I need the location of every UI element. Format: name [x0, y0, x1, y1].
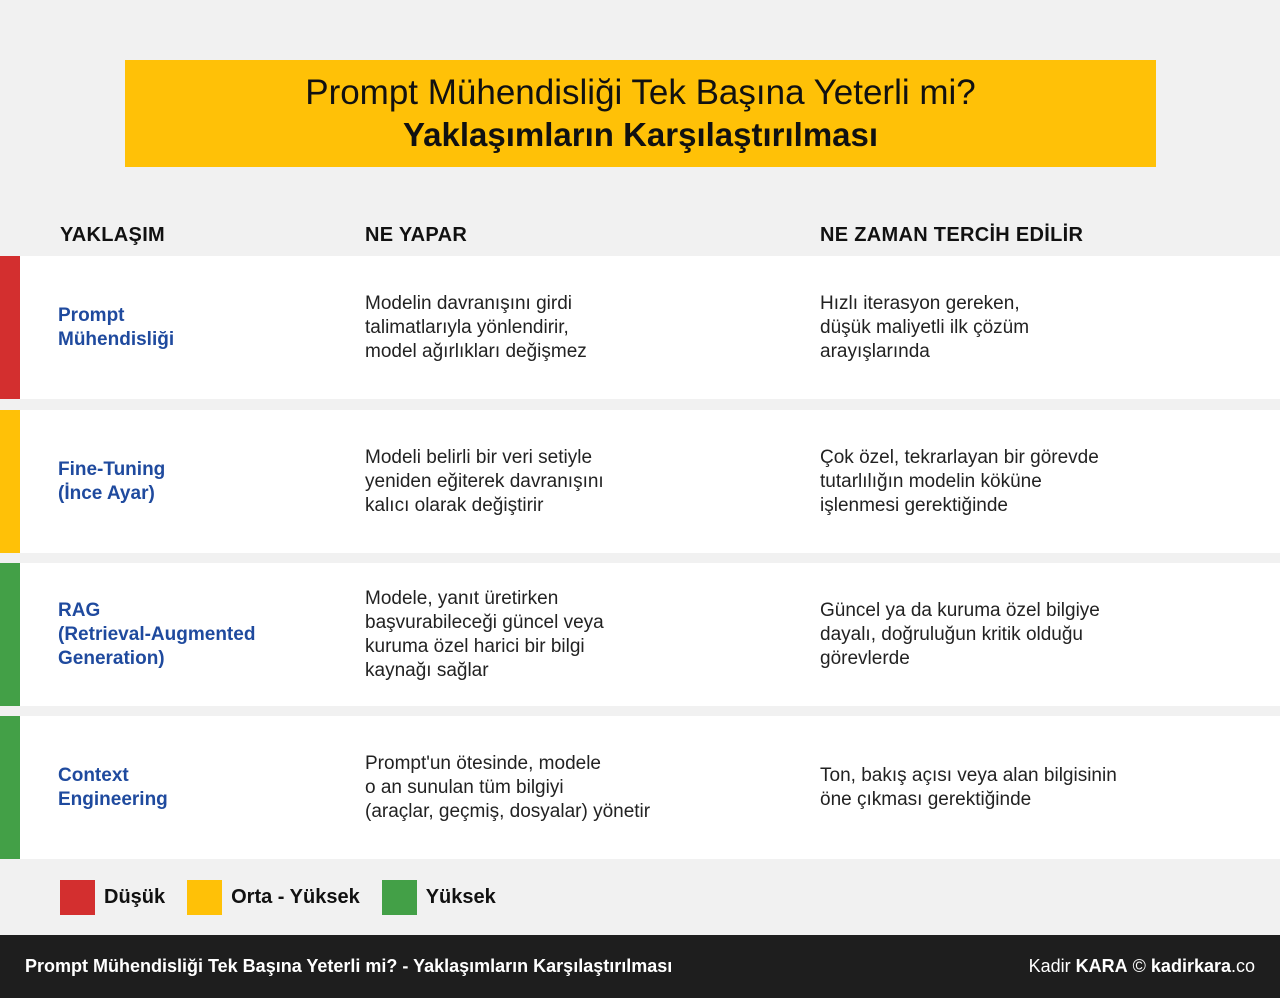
legend-label: Yüksek — [425, 886, 496, 908]
title-subtitle: Yaklaşımların Karşılaştırılması — [402, 116, 879, 153]
table-row — [0, 563, 1280, 706]
approach-name: Prompt Mühendisliği — [58, 304, 175, 350]
level-indicator-bar — [0, 256, 20, 399]
legend-label: Orta - Yüksek — [231, 886, 360, 908]
footer-credit — [1029, 956, 1255, 977]
footer-title: Prompt Mühendisliği Tek Başına Yeterli mi? - Yaklaşımların Karşılaştırılması — [25, 956, 673, 976]
footer — [0, 935, 1280, 998]
legend-label: Düşük — [104, 886, 166, 908]
table-row — [0, 410, 1280, 553]
site-name: kadirkara — [1150, 956, 1231, 976]
legend-swatch — [382, 880, 417, 915]
legend-swatch — [60, 880, 95, 915]
what-it-does: Modelin davranışını girdi talimatlarıyla yönlendirir, model ağırlıkları değişmez — [365, 292, 587, 362]
table-row — [0, 256, 1280, 399]
approach-name: RAG (Retrieval-Augmented Generation) — [58, 599, 256, 669]
site-tld: .co — [1230, 956, 1255, 976]
legend-item-medium-high — [187, 880, 360, 915]
when-preferred: Güncel ya da kuruma özel bilgiye dayalı, doğruluğun kritik olduğu görevlerde — [820, 599, 1100, 669]
title-banner — [125, 60, 1156, 167]
level-indicator-bar — [0, 563, 20, 706]
column-header-what: NE YAPAR — [365, 224, 468, 246]
legend-swatch — [187, 880, 222, 915]
when-preferred: Çok özel, tekrarlayan bir görevde tutarlılığın modelin köküne işlenmesi gerektiğinde — [820, 446, 1099, 516]
table-row — [0, 716, 1280, 859]
what-it-does: Prompt'un ötesinde, modele o an sunulan tüm bilgiyi (araçlar, geçmiş, dosyalar) yönetir — [365, 752, 651, 822]
level-indicator-bar — [0, 410, 20, 553]
legend-item-low — [60, 880, 165, 915]
legend-item-high — [382, 880, 496, 915]
legend — [60, 880, 518, 915]
approach-name: Context Engineering — [58, 764, 168, 810]
level-indicator-bar — [0, 716, 20, 859]
column-header-approach: YAKLAŞIM — [60, 224, 166, 246]
what-it-does: Modele, yanıt üretirken başvurabileceği güncel veya kuruma özel harici bir bilgi kaynağı sağlar — [365, 587, 604, 681]
author-first-name: Kadir — [1028, 956, 1071, 976]
when-preferred: Ton, bakış açısı veya alan bilgisinin öne çıkması gerektiğinde — [820, 764, 1117, 810]
what-it-does: Modeli belirli bir veri setiyle yeniden eğiterek davranışını kalıcı olarak değiştirir — [365, 446, 604, 516]
approach-name: Fine-Tuning (İnce Ayar) — [58, 458, 166, 504]
column-header-when: NE ZAMAN TERCİH EDİLİR — [820, 224, 1084, 246]
title-question: Prompt Mühendisliği Tek Başına Yeterli mi? — [305, 73, 976, 112]
author-last-name: KARA — [1075, 956, 1128, 976]
when-preferred: Hızlı iterasyon gereken, düşük maliyetli ilk çözüm arayışlarında — [820, 292, 1030, 362]
copyright-symbol: © — [1132, 956, 1146, 976]
